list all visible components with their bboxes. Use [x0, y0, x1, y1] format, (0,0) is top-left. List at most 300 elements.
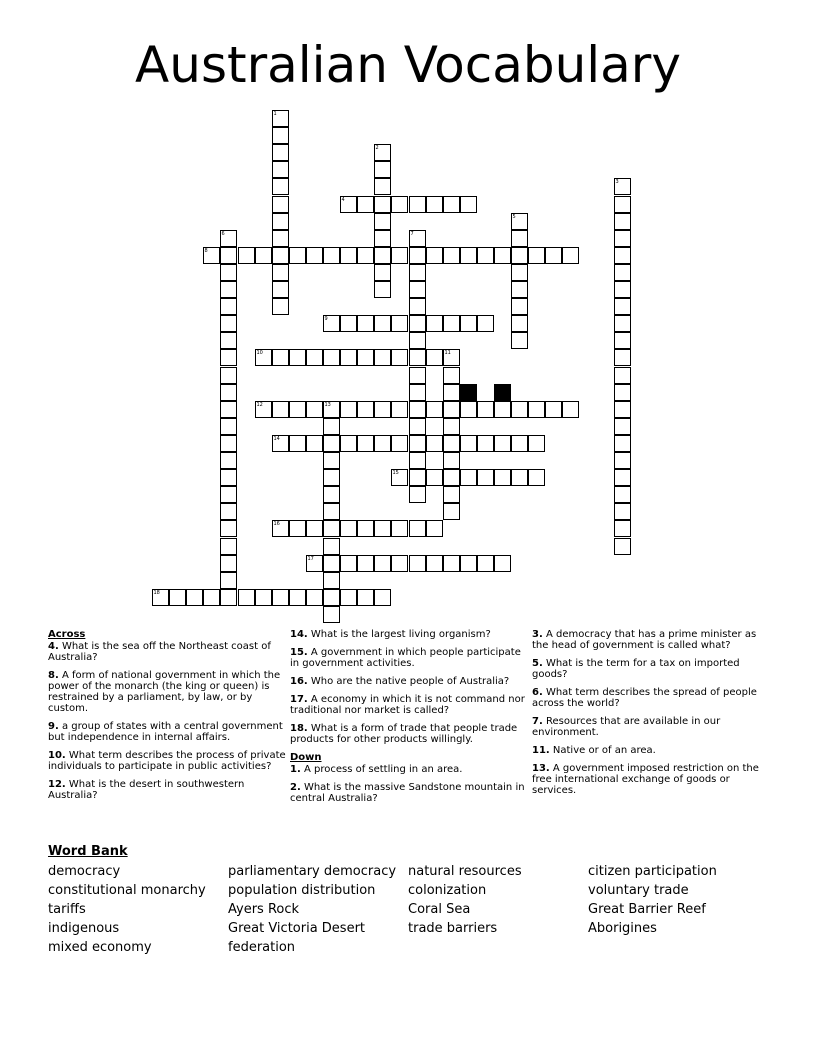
grid-cell[interactable]	[272, 520, 289, 537]
grid-cell[interactable]	[357, 315, 374, 332]
grid-cell[interactable]	[238, 247, 255, 264]
grid-cell[interactable]	[528, 469, 545, 486]
grid-cell[interactable]	[545, 401, 562, 418]
grid-cell[interactable]	[374, 161, 391, 178]
grid-cell[interactable]	[374, 230, 391, 247]
clue-number: 4	[341, 196, 345, 203]
grid-cell[interactable]	[528, 401, 545, 418]
grid-cell[interactable]	[614, 332, 631, 349]
grid-cell[interactable]	[186, 589, 203, 606]
grid-cell[interactable]	[409, 401, 426, 418]
page-title: Australian Vocabulary	[135, 36, 681, 94]
grid-cell[interactable]	[272, 161, 289, 178]
grid-cell[interactable]	[340, 589, 357, 606]
grid-cell[interactable]	[391, 315, 408, 332]
clue-text: A government in which people participate in government activities.	[290, 647, 521, 669]
grid-cell[interactable]	[220, 435, 237, 452]
clue-number: 7	[410, 230, 414, 237]
grid-cell[interactable]	[306, 349, 323, 366]
grid-cell[interactable]	[494, 247, 511, 264]
grid-cell[interactable]	[340, 315, 357, 332]
grid-cell[interactable]	[391, 520, 408, 537]
clue	[532, 687, 772, 709]
clue	[290, 723, 530, 745]
grid-cell[interactable]	[272, 298, 289, 315]
grid-cell[interactable]	[323, 452, 340, 469]
word-bank-word: Coral Sea	[408, 902, 471, 917]
grid-cell[interactable]	[323, 572, 340, 589]
grid-cell[interactable]	[477, 315, 494, 332]
grid-cell[interactable]	[220, 247, 237, 264]
clue-text: What term describes the spread of people across the world?	[532, 687, 757, 709]
clue	[290, 647, 530, 669]
grid-cell[interactable]	[323, 349, 340, 366]
grid-cell[interactable]	[374, 196, 391, 213]
grid-cell[interactable]	[272, 401, 289, 418]
grid-cell[interactable]	[460, 435, 477, 452]
grid-cell[interactable]	[272, 589, 289, 606]
clue	[48, 779, 288, 801]
clue-number: 13.	[532, 763, 550, 774]
clue-number: 6	[221, 230, 225, 237]
grid-cell[interactable]	[220, 503, 237, 520]
grid-cell[interactable]	[477, 469, 494, 486]
clue-number: 17	[307, 555, 314, 562]
grid-cell[interactable]	[409, 196, 426, 213]
clue-number: 5	[512, 213, 516, 220]
clue-text: Resources that are available in our environment.	[532, 716, 721, 738]
grid-cell[interactable]	[614, 315, 631, 332]
clue-number: 4.	[48, 641, 59, 652]
grid-cell[interactable]	[614, 196, 631, 213]
grid-cell[interactable]	[272, 144, 289, 161]
clue	[290, 782, 530, 804]
grid-cell[interactable]	[409, 281, 426, 298]
grid-cell[interactable]	[391, 196, 408, 213]
grid-cell[interactable]	[614, 178, 631, 195]
grid-cell[interactable]	[374, 247, 391, 264]
grid-cell[interactable]	[323, 503, 340, 520]
grid-cell[interactable]	[409, 349, 426, 366]
grid-cell[interactable]	[340, 520, 357, 537]
grid-cell[interactable]	[409, 298, 426, 315]
grid-cell[interactable]	[511, 247, 528, 264]
grid-cell[interactable]	[340, 555, 357, 572]
grid-cell[interactable]	[357, 349, 374, 366]
grid-cell[interactable]	[545, 247, 562, 264]
grid-cell[interactable]	[357, 555, 374, 572]
clue-number: 10	[256, 349, 263, 356]
clue-number: 1	[273, 110, 277, 117]
grid-cell[interactable]	[426, 435, 443, 452]
word-bank-word: federation	[228, 940, 296, 955]
grid-cell[interactable]	[614, 349, 631, 366]
grid-cell[interactable]	[443, 418, 460, 435]
grid-cell[interactable]	[323, 538, 340, 555]
clue-number: 11	[444, 349, 451, 356]
grid-cell[interactable]	[374, 178, 391, 195]
grid-cell[interactable]	[443, 452, 460, 469]
grid-cell[interactable]	[391, 435, 408, 452]
grid-cell[interactable]	[255, 589, 272, 606]
clue-number: 12	[256, 401, 263, 408]
clue-number: 1.	[290, 764, 301, 775]
grid-cell[interactable]	[323, 401, 340, 418]
grid-cell[interactable]	[562, 247, 579, 264]
grid-cell[interactable]	[374, 281, 391, 298]
grid-cell[interactable]	[357, 589, 374, 606]
clue-text: What term describes the process of private individuals to participate in public activities?	[48, 750, 286, 772]
grid-cell[interactable]	[443, 367, 460, 384]
grid-cell[interactable]	[340, 196, 357, 213]
grid-cell[interactable]	[357, 196, 374, 213]
word-bank-word: Great Barrier Reef	[588, 902, 706, 917]
grid-cell[interactable]	[528, 435, 545, 452]
grid-cell[interactable]	[511, 315, 528, 332]
grid-cell[interactable]	[374, 349, 391, 366]
grid-cell[interactable]	[511, 435, 528, 452]
grid-cell[interactable]	[323, 435, 340, 452]
grid-cell[interactable]	[614, 435, 631, 452]
clue-number: 5.	[532, 658, 543, 669]
grid-cell[interactable]	[426, 315, 443, 332]
grid-cell[interactable]	[374, 435, 391, 452]
grid-cell[interactable]	[460, 247, 477, 264]
word-bank-word: population distribution	[228, 883, 376, 898]
grid-cell[interactable]	[357, 401, 374, 418]
grid-cell[interactable]	[357, 435, 374, 452]
grid-cell[interactable]	[409, 264, 426, 281]
grid-cell[interactable]	[357, 247, 374, 264]
grid-cell[interactable]	[511, 332, 528, 349]
grid-cell[interactable]	[443, 503, 460, 520]
grid-cell[interactable]	[323, 315, 340, 332]
grid-cell[interactable]	[306, 589, 323, 606]
clue-number: 9.	[48, 721, 59, 732]
word-bank-word: Ayers Rock	[228, 902, 300, 917]
grid-cell[interactable]	[272, 349, 289, 366]
grid-cell[interactable]	[614, 401, 631, 418]
grid-cell[interactable]	[443, 469, 460, 486]
grid-cell[interactable]	[460, 555, 477, 572]
clue-text: What is the term for a tax on imported goods?	[532, 658, 740, 680]
grid-cell[interactable]	[289, 520, 306, 537]
clue-text: A economy in which it is not command nor traditional nor market is called?	[290, 694, 525, 716]
clue-number: 14.	[290, 629, 308, 640]
clue	[290, 629, 530, 640]
grid-cell[interactable]	[426, 349, 443, 366]
grid-cell[interactable]	[562, 401, 579, 418]
grid-cell[interactable]	[374, 401, 391, 418]
grid-cell[interactable]	[614, 384, 631, 401]
grid-cell[interactable]	[255, 349, 272, 366]
grid-cell[interactable]	[443, 401, 460, 418]
clue-number: 18	[153, 589, 160, 596]
grid-cell[interactable]	[494, 469, 511, 486]
word-bank-word: colonization	[408, 883, 487, 898]
grid-cell[interactable]	[220, 384, 237, 401]
grid-cell[interactable]	[272, 281, 289, 298]
grid-cell[interactable]	[306, 435, 323, 452]
clue-number: 18.	[290, 723, 308, 734]
grid-cell[interactable]	[409, 230, 426, 247]
grid-cell[interactable]	[426, 401, 443, 418]
grid-cell[interactable]	[306, 520, 323, 537]
grid-cell[interactable]	[443, 486, 460, 503]
clue-text: A democracy that has a prime minister as the head of government is called what?	[532, 629, 757, 651]
grid-cell[interactable]	[220, 281, 237, 298]
grid-cell[interactable]	[374, 144, 391, 161]
grid-cell[interactable]	[443, 555, 460, 572]
grid-cell[interactable]	[169, 589, 186, 606]
word-bank-word: tariffs	[48, 902, 86, 917]
clue	[48, 670, 288, 714]
word-bank-word: natural resources	[408, 864, 522, 879]
grid-cell[interactable]	[340, 401, 357, 418]
grid-cell[interactable]	[220, 401, 237, 418]
grid-cell[interactable]	[391, 401, 408, 418]
grid-cell[interactable]	[220, 349, 237, 366]
grid-cell[interactable]	[614, 230, 631, 247]
clue	[532, 658, 772, 680]
grid-cell[interactable]	[220, 418, 237, 435]
grid-cell[interactable]	[409, 384, 426, 401]
grid-cell[interactable]	[272, 247, 289, 264]
clue-number: 9	[324, 315, 328, 322]
word-bank-column	[228, 862, 408, 957]
grid-cell[interactable]	[340, 435, 357, 452]
clue-text: A process of settling in an area.	[303, 764, 463, 775]
word-bank-word: mixed economy	[48, 940, 152, 955]
grid-cell[interactable]	[460, 196, 477, 213]
grid-cell[interactable]	[409, 367, 426, 384]
clues-column-2	[290, 629, 530, 811]
grid-cell[interactable]	[409, 435, 426, 452]
grid-cell[interactable]	[289, 401, 306, 418]
grid-cell[interactable]	[220, 469, 237, 486]
grid-cell[interactable]	[614, 503, 631, 520]
grid-cell[interactable]	[220, 332, 237, 349]
grid-cell[interactable]	[272, 110, 289, 127]
grid-cell[interactable]	[409, 555, 426, 572]
grid-cell[interactable]	[614, 538, 631, 555]
grid-cell[interactable]	[323, 520, 340, 537]
grid-cell[interactable]	[220, 589, 237, 606]
clue	[48, 641, 288, 663]
grid-cell[interactable]	[511, 264, 528, 281]
grid-cell[interactable]	[374, 520, 391, 537]
grid-cell[interactable]	[323, 418, 340, 435]
grid-cell[interactable]	[511, 213, 528, 230]
grid-cell[interactable]	[220, 520, 237, 537]
grid-cell[interactable]	[409, 418, 426, 435]
clues-column-1	[48, 629, 288, 808]
clue-number: 16.	[290, 676, 308, 687]
word-bank-title: Word Bank	[48, 844, 128, 859]
grid-cell[interactable]	[460, 469, 477, 486]
grid-cell[interactable]	[203, 247, 220, 264]
grid-cell[interactable]	[477, 555, 494, 572]
grid-cell[interactable]	[272, 127, 289, 144]
grid-cell[interactable]	[477, 247, 494, 264]
grid-cell[interactable]	[340, 247, 357, 264]
grid-cell[interactable]	[614, 264, 631, 281]
grid-cell[interactable]	[614, 298, 631, 315]
grid-cell[interactable]	[289, 589, 306, 606]
clue-text: What is the desert in southwestern Australia?	[48, 779, 245, 801]
grid-cell[interactable]	[374, 555, 391, 572]
clue-number: 6.	[532, 687, 543, 698]
grid-cell[interactable]	[511, 230, 528, 247]
grid-cell[interactable]	[220, 367, 237, 384]
clue	[48, 750, 288, 772]
grid-cell[interactable]	[220, 452, 237, 469]
grid-cell[interactable]	[323, 606, 340, 623]
grid-cell[interactable]	[494, 555, 511, 572]
grid-cell[interactable]	[220, 230, 237, 247]
clue	[532, 745, 772, 756]
grid-cell[interactable]	[289, 435, 306, 452]
grid-cell[interactable]	[220, 264, 237, 281]
grid-cell[interactable]	[426, 520, 443, 537]
grid-cell[interactable]	[340, 349, 357, 366]
word-bank-word: democracy	[48, 864, 121, 879]
grid-cell[interactable]	[255, 247, 272, 264]
grid-cell[interactable]	[220, 315, 237, 332]
grid-cell[interactable]	[494, 435, 511, 452]
clue-number: 7.	[532, 716, 543, 727]
grid-cell[interactable]	[426, 247, 443, 264]
grid-cell[interactable]	[443, 247, 460, 264]
clue-text: A government imposed restriction on the free international exchange of goods or services.	[532, 763, 759, 796]
grid-cell[interactable]	[614, 367, 631, 384]
grid-cell[interactable]	[409, 520, 426, 537]
grid-cell[interactable]	[443, 315, 460, 332]
grid-cell[interactable]	[511, 298, 528, 315]
grid-cell[interactable]	[426, 555, 443, 572]
clue-text: Who are the native people of Australia?	[310, 676, 510, 687]
grid-cell[interactable]	[220, 572, 237, 589]
grid-cell[interactable]	[374, 315, 391, 332]
clue-number: 15	[392, 469, 399, 476]
grid-cell[interactable]	[426, 469, 443, 486]
across-clues-list-2	[290, 629, 530, 745]
clue-number: 11.	[532, 745, 550, 756]
grid-cell[interactable]	[203, 589, 220, 606]
grid-cell[interactable]	[443, 384, 460, 401]
grid-cell[interactable]	[614, 486, 631, 503]
clue-number: 16	[273, 520, 280, 527]
grid-cell[interactable]	[460, 401, 477, 418]
grid-cell[interactable]	[614, 281, 631, 298]
grid-cell[interactable]	[443, 435, 460, 452]
word-bank-word: Aborigines	[588, 921, 657, 936]
grid-cell[interactable]	[391, 469, 408, 486]
grid-cell[interactable]	[511, 281, 528, 298]
grid-cell[interactable]	[374, 589, 391, 606]
word-bank-word: citizen participation	[588, 864, 717, 879]
grid-cell[interactable]	[477, 401, 494, 418]
down-heading: Down	[290, 752, 322, 763]
clue-number: 3.	[532, 629, 543, 640]
grid-cell[interactable]	[391, 247, 408, 264]
grid-cell[interactable]	[220, 555, 237, 572]
grid-cell[interactable]	[289, 349, 306, 366]
grid-cell[interactable]	[614, 469, 631, 486]
grid-cell[interactable]	[614, 247, 631, 264]
grid-cell[interactable]	[289, 247, 306, 264]
grid-cell[interactable]	[614, 452, 631, 469]
grid-cell[interactable]	[323, 247, 340, 264]
grid-cell[interactable]	[306, 247, 323, 264]
grid-cell[interactable]	[323, 469, 340, 486]
clue	[48, 721, 288, 743]
clues-column-3	[532, 629, 772, 803]
grid-cell[interactable]	[323, 589, 340, 606]
grid-cell[interactable]	[306, 401, 323, 418]
grid-cell[interactable]	[614, 213, 631, 230]
grid-cell[interactable]	[614, 418, 631, 435]
grid-cell[interactable]	[614, 520, 631, 537]
grid-cell[interactable]	[374, 264, 391, 281]
grid-cell[interactable]	[323, 486, 340, 503]
grid-cell[interactable]	[272, 213, 289, 230]
grid-cell[interactable]	[409, 315, 426, 332]
grid-cell[interactable]	[409, 486, 426, 503]
grid-cell[interactable]	[477, 435, 494, 452]
grid-cell[interactable]	[426, 196, 443, 213]
grid-cell[interactable]	[511, 469, 528, 486]
grid-cell[interactable]	[409, 452, 426, 469]
grid-cell[interactable]	[391, 555, 408, 572]
grid-cell[interactable]	[357, 520, 374, 537]
grid-cell[interactable]	[460, 315, 477, 332]
grid-cell[interactable]	[220, 486, 237, 503]
clue-text: What is the largest living organism?	[310, 629, 491, 640]
grid-cell[interactable]	[272, 230, 289, 247]
grid-cell[interactable]	[443, 349, 460, 366]
grid-cell[interactable]	[272, 178, 289, 195]
grid-cell[interactable]	[220, 298, 237, 315]
grid-cell[interactable]	[323, 555, 340, 572]
clue-text: a group of states with a central government but independence in internal affairs.	[48, 721, 283, 743]
grid-cell[interactable]	[374, 213, 391, 230]
grid-cell[interactable]	[272, 196, 289, 213]
clue-text: What is the sea off the Northeast coast of Australia?	[48, 641, 271, 663]
word-bank-column	[588, 862, 768, 938]
grid-cell[interactable]	[528, 247, 545, 264]
grid-cell[interactable]	[409, 469, 426, 486]
grid-cell[interactable]	[152, 589, 169, 606]
clue-number: 3	[615, 178, 619, 185]
grid-cell[interactable]	[494, 401, 511, 418]
clue-number: 12.	[48, 779, 66, 790]
grid-cell[interactable]	[272, 264, 289, 281]
grid-cell[interactable]	[443, 196, 460, 213]
grid-cell[interactable]	[409, 332, 426, 349]
grid-cell[interactable]	[255, 401, 272, 418]
grid-cell[interactable]	[306, 555, 323, 572]
grid-cell[interactable]	[272, 435, 289, 452]
grid-cell[interactable]	[409, 247, 426, 264]
clue-number: 10.	[48, 750, 66, 761]
grid-cell[interactable]	[220, 538, 237, 555]
grid-cell[interactable]	[238, 589, 255, 606]
clue	[532, 629, 772, 651]
word-bank-word: trade barriers	[408, 921, 498, 936]
grid-cell[interactable]	[511, 401, 528, 418]
grid-cell[interactable]	[391, 349, 408, 366]
